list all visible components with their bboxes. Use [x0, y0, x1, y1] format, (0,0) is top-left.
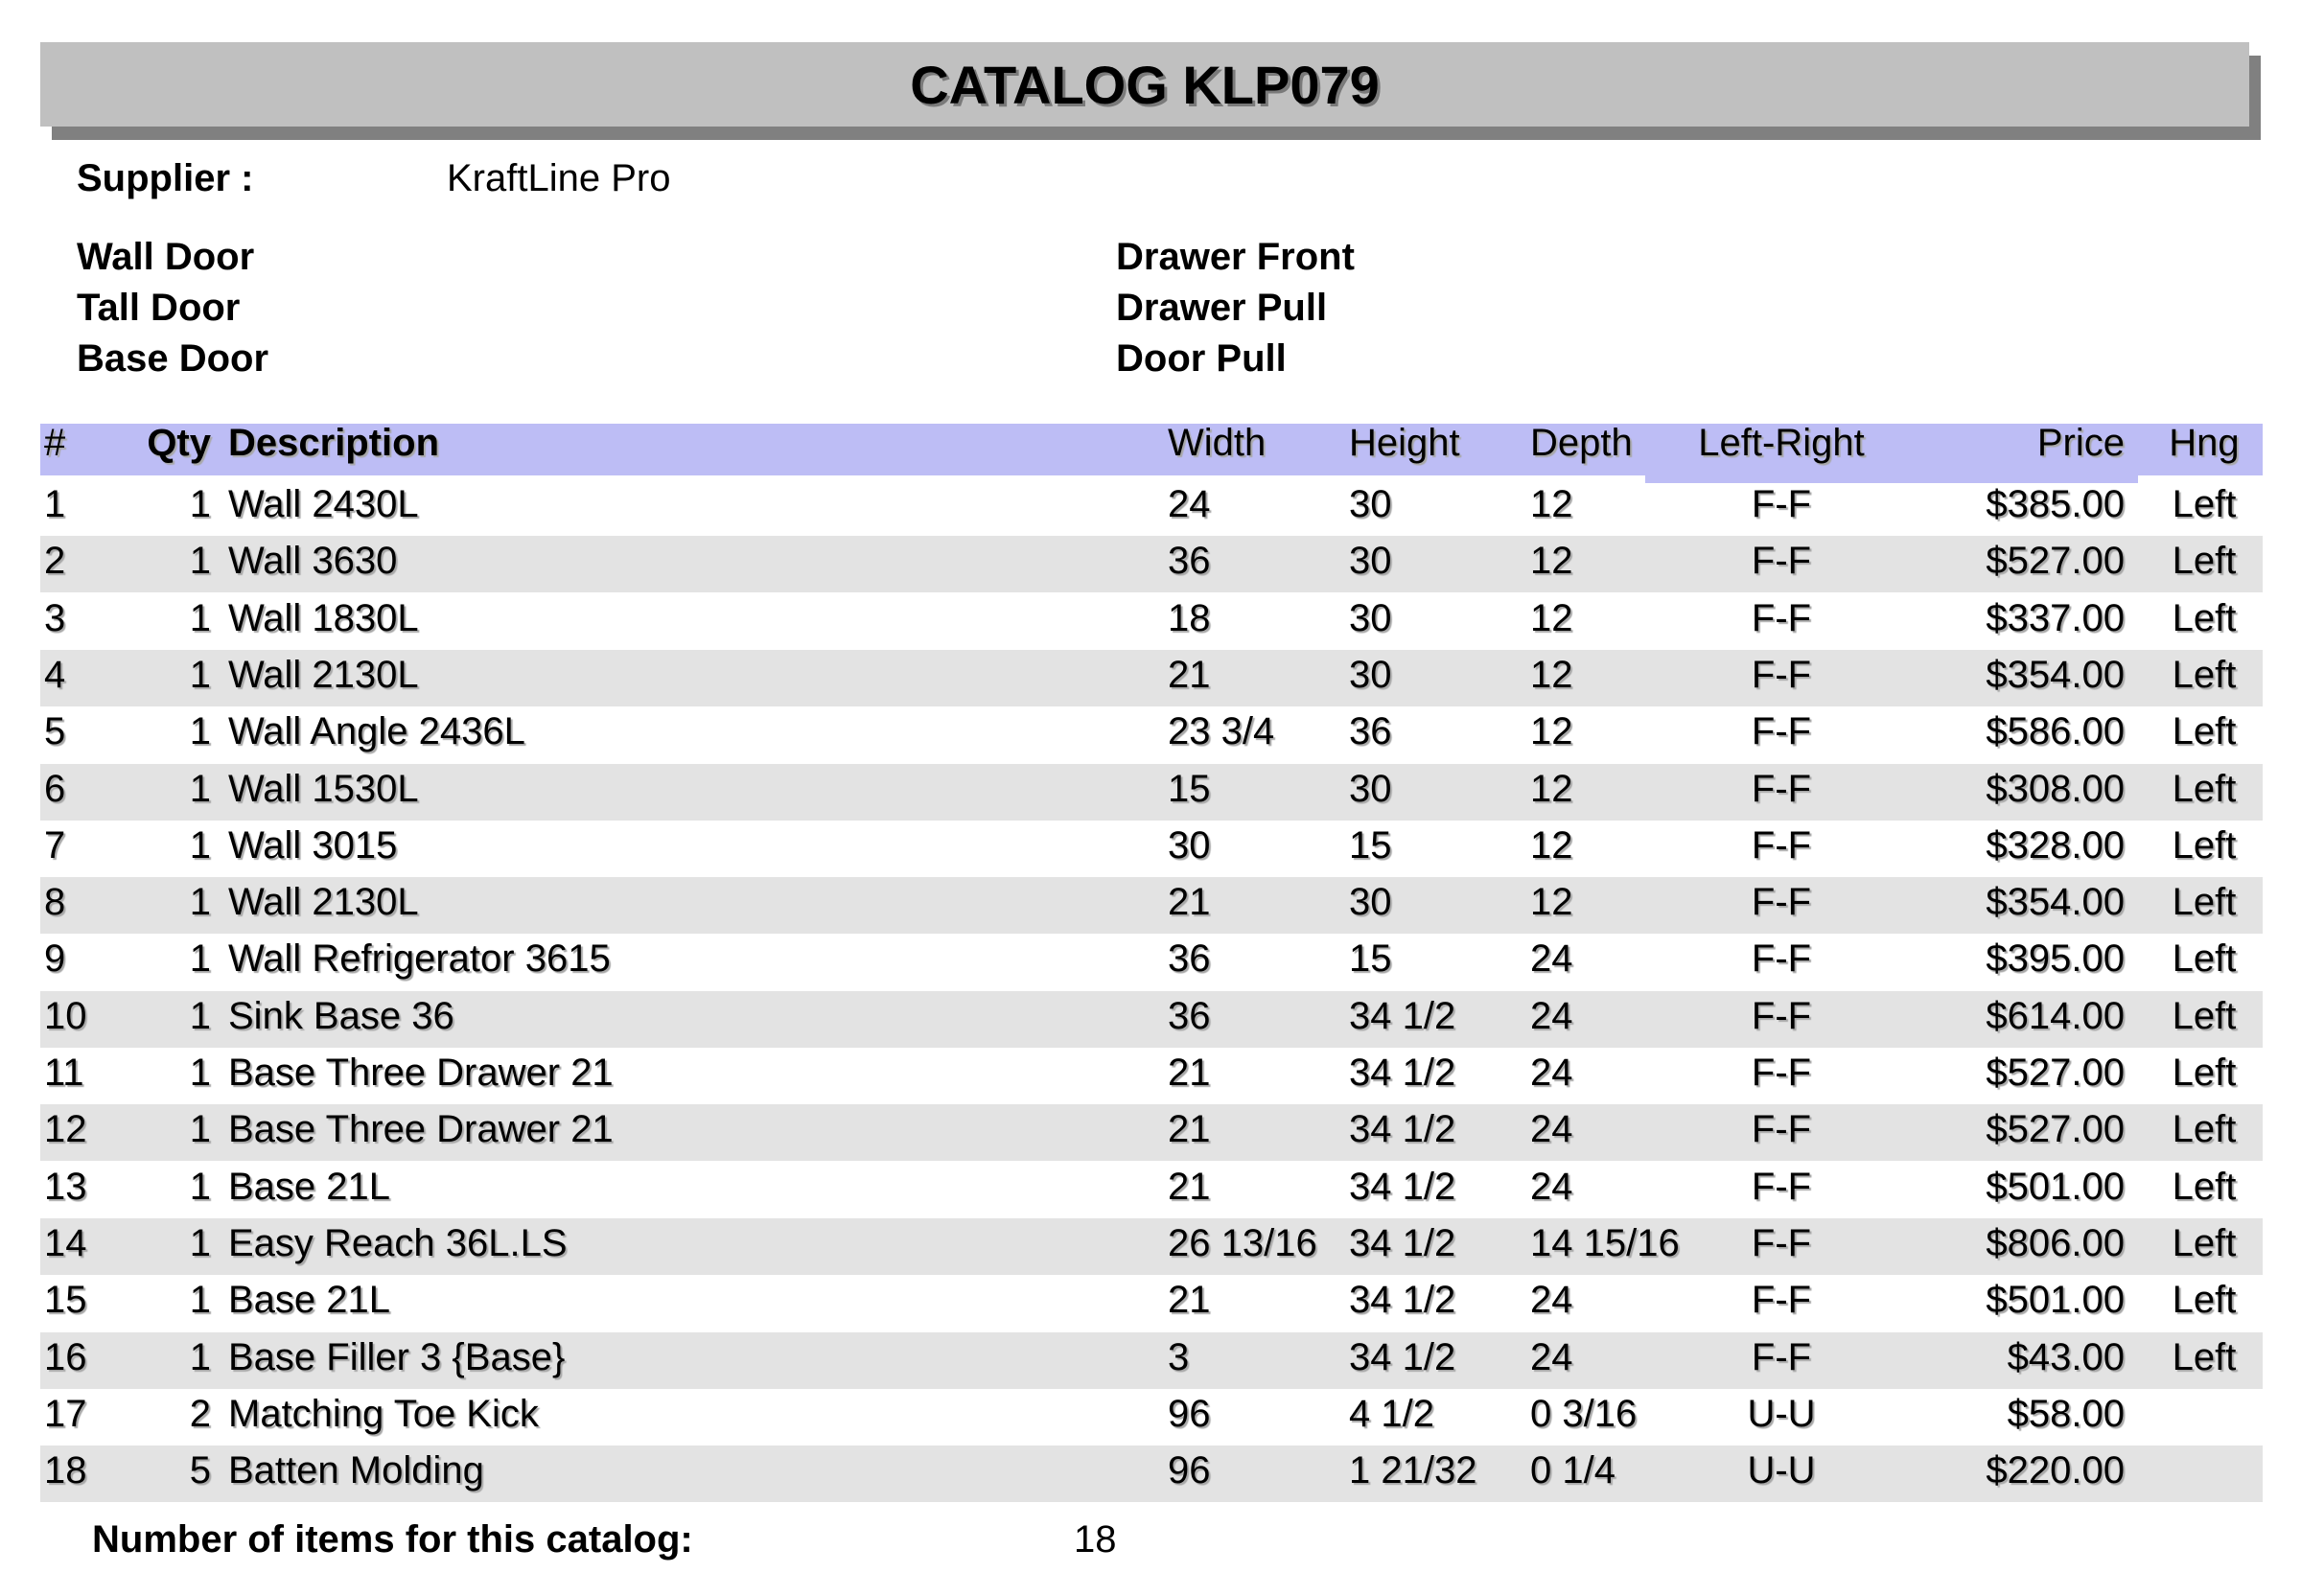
column-header-lr: Left-Right [1698, 422, 1865, 464]
table-cell-price: $354.00 [1986, 881, 2125, 924]
table-cell-lr: F-F [1751, 540, 1812, 583]
table-cell-num: 12 [44, 1108, 87, 1151]
table-cell-desc: Base Three Drawer 21 [228, 1052, 614, 1094]
table-cell-hng: Left [2172, 596, 2237, 639]
table-cell-height: 30 [1349, 653, 1392, 696]
attr-drawer-pull: Drawer Pull [1116, 287, 1328, 329]
table-cell-price: $385.00 [1986, 483, 2125, 525]
table-cell-num: 5 [44, 710, 66, 753]
table-cell-desc: Sink Base 36 [228, 994, 454, 1037]
table-cell-depth: 12 [1530, 823, 1573, 867]
table-cell-desc: Wall Angle 2436L [228, 710, 525, 753]
table-cell-hng: Left [2172, 1108, 2237, 1151]
table-cell-qty: 1 [189, 994, 211, 1037]
supplier-value: KraftLine Pro [447, 157, 671, 199]
table-cell-lr: F-F [1751, 1279, 1812, 1322]
table-cell-num: 14 [44, 1221, 87, 1264]
table-cell-num: 9 [44, 937, 66, 981]
table-cell-width: 36 [1168, 540, 1211, 583]
table-cell-qty: 5 [189, 1449, 211, 1492]
table-cell-width: 21 [1168, 1052, 1211, 1094]
table-cell-depth: 12 [1530, 767, 1573, 810]
table-cell-width: 15 [1168, 767, 1211, 810]
table-cell-width: 23 3/4 [1168, 710, 1275, 753]
table-cell-num: 18 [44, 1449, 87, 1492]
table-cell-hng: Left [2172, 710, 2237, 753]
table-cell-hng: Left [2172, 767, 2237, 810]
table-cell-desc: Base Three Drawer 21 [228, 1108, 614, 1151]
table-cell-height: 36 [1349, 710, 1392, 753]
column-header-num: # [44, 422, 66, 464]
table-cell-qty: 1 [189, 881, 211, 924]
table-cell-lr: U-U [1747, 1449, 1816, 1492]
table-cell-depth: 24 [1530, 937, 1573, 981]
table-cell-lr: F-F [1751, 767, 1812, 810]
table-cell-price: $586.00 [1986, 710, 2125, 753]
supplier-label: Supplier : [77, 157, 254, 199]
table-cell-price: $308.00 [1986, 767, 2125, 810]
table-cell-height: 30 [1349, 596, 1392, 639]
table-cell-depth: 12 [1530, 483, 1573, 525]
table-cell-lr: F-F [1751, 1108, 1812, 1151]
table-cell-desc: Wall 2130L [228, 881, 419, 924]
table-cell-price: $328.00 [1986, 823, 2125, 867]
column-header-width: Width [1168, 422, 1267, 464]
table-cell-height: 15 [1349, 823, 1392, 867]
table-cell-price: $527.00 [1986, 540, 2125, 583]
table-cell-price: $501.00 [1986, 1165, 2125, 1208]
table-cell-desc: Base 21L [228, 1165, 391, 1208]
table-cell-width: 3 [1168, 1335, 1190, 1378]
table-cell-depth: 12 [1530, 653, 1573, 696]
table-cell-lr: F-F [1751, 1052, 1812, 1094]
table-cell-width: 36 [1168, 994, 1211, 1037]
table-cell-desc: Wall 1530L [228, 767, 419, 810]
table-cell-desc: Wall 2430L [228, 483, 419, 525]
table-cell-num: 16 [44, 1335, 87, 1378]
table-cell-height: 34 1/2 [1349, 1165, 1456, 1208]
table-cell-width: 18 [1168, 596, 1211, 639]
table-cell-depth: 24 [1530, 1165, 1573, 1208]
table-cell-desc: Base Filler 3 {Base} [228, 1335, 566, 1378]
table-cell-depth: 24 [1530, 1279, 1573, 1322]
table-cell-height: 34 1/2 [1349, 1108, 1456, 1151]
table-cell-hng: Left [2172, 653, 2237, 696]
table-cell-qty: 1 [189, 1221, 211, 1264]
table-cell-num: 8 [44, 881, 66, 924]
table-cell-num: 13 [44, 1165, 87, 1208]
table-cell-desc: Wall Refrigerator 3615 [228, 937, 611, 981]
table-cell-hng: Left [2172, 1165, 2237, 1208]
table-cell-width: 21 [1168, 1279, 1211, 1322]
table-cell-hng: Left [2172, 1279, 2237, 1322]
table-cell-price: $58.00 [2007, 1392, 2125, 1435]
table-cell-num: 1 [44, 483, 66, 525]
table-cell-height: 4 1/2 [1349, 1392, 1434, 1435]
table-cell-desc: Easy Reach 36L.LS [228, 1221, 568, 1264]
table-cell-width: 96 [1168, 1449, 1211, 1492]
table-cell-qty: 1 [189, 710, 211, 753]
column-header-price: Price [2036, 422, 2125, 464]
column-header-depth: Depth [1530, 422, 1633, 464]
table-cell-desc: Matching Toe Kick [228, 1392, 539, 1435]
table-cell-depth: 24 [1530, 1108, 1573, 1151]
table-cell-lr: F-F [1751, 881, 1812, 924]
table-cell-price: $501.00 [1986, 1279, 2125, 1322]
attr-base-door: Base Door [77, 337, 269, 380]
table-cell-depth: 12 [1530, 596, 1573, 639]
table-cell-desc: Wall 3015 [228, 823, 398, 867]
table-cell-lr: F-F [1751, 1335, 1812, 1378]
table-cell-num: 4 [44, 653, 66, 696]
table-cell-depth: 24 [1530, 1052, 1573, 1094]
table-cell-num: 11 [44, 1052, 84, 1094]
table-cell-hng: Left [2172, 937, 2237, 981]
column-header-qty: Qty [147, 422, 211, 464]
table-cell-width: 24 [1168, 483, 1211, 525]
table-cell-qty: 1 [189, 1052, 211, 1094]
table-cell-height: 30 [1349, 767, 1392, 810]
table-cell-depth: 12 [1530, 540, 1573, 583]
table-cell-hng: Left [2172, 1335, 2237, 1378]
table-cell-qty: 1 [189, 1165, 211, 1208]
table-cell-hng: Left [2172, 881, 2237, 924]
table-cell-height: 34 1/2 [1349, 1052, 1456, 1094]
table-cell-qty: 1 [189, 1108, 211, 1151]
table-cell-hng: Left [2172, 1052, 2237, 1094]
table-cell-width: 21 [1168, 881, 1211, 924]
table-cell-depth: 14 15/16 [1530, 1221, 1680, 1264]
table-cell-width: 21 [1168, 1108, 1211, 1151]
table-cell-qty: 1 [189, 767, 211, 810]
table-cell-lr: F-F [1751, 823, 1812, 867]
table-cell-desc: Wall 2130L [228, 653, 419, 696]
table-cell-num: 6 [44, 767, 66, 810]
table-cell-lr: F-F [1751, 1165, 1812, 1208]
table-cell-depth: 24 [1530, 994, 1573, 1037]
attr-door-pull: Door Pull [1116, 337, 1287, 380]
table-cell-lr: F-F [1751, 994, 1812, 1037]
table-cell-qty: 1 [189, 596, 211, 639]
table-cell-price: $614.00 [1986, 994, 2125, 1037]
table-cell-qty: 1 [189, 1279, 211, 1322]
table-cell-desc: Wall 1830L [228, 596, 419, 639]
table-cell-lr: F-F [1751, 653, 1812, 696]
table-cell-hng: Left [2172, 823, 2237, 867]
table-cell-num: 17 [44, 1392, 87, 1435]
table-cell-hng: Left [2172, 1221, 2237, 1264]
table-cell-num: 15 [44, 1279, 87, 1322]
table-cell-depth: 12 [1530, 710, 1573, 753]
table-cell-width: 26 13/16 [1168, 1221, 1317, 1264]
table-cell-price: $395.00 [1986, 937, 2125, 981]
table-cell-lr: F-F [1751, 483, 1812, 525]
column-header-height: Height [1349, 422, 1460, 464]
table-cell-height: 30 [1349, 881, 1392, 924]
table-header-notch [1645, 475, 2138, 483]
table-cell-price: $354.00 [1986, 653, 2125, 696]
attr-tall-door: Tall Door [77, 287, 241, 329]
column-header-desc: Description [228, 422, 440, 464]
table-cell-qty: 1 [189, 937, 211, 981]
table-cell-price: $43.00 [2007, 1335, 2125, 1378]
page-title: CATALOG KLP079 [910, 54, 1380, 115]
table-cell-desc: Batten Molding [228, 1449, 484, 1492]
table-cell-hng: Left [2172, 483, 2237, 525]
item-count-label: Number of items for this catalog: [92, 1518, 693, 1561]
table-cell-depth: 24 [1530, 1335, 1573, 1378]
title-bar [40, 42, 2249, 127]
table-cell-qty: 1 [189, 653, 211, 696]
table-cell-lr: F-F [1751, 710, 1812, 753]
table-cell-height: 30 [1349, 483, 1392, 525]
table-cell-width: 36 [1168, 937, 1211, 981]
table-cell-height: 34 1/2 [1349, 1279, 1456, 1322]
table-cell-lr: U-U [1747, 1392, 1816, 1435]
table-cell-num: 3 [44, 596, 66, 639]
table-cell-lr: F-F [1751, 937, 1812, 981]
table-cell-qty: 1 [189, 483, 211, 525]
attr-drawer-front: Drawer Front [1116, 236, 1355, 278]
table-cell-price: $806.00 [1986, 1221, 2125, 1264]
table-cell-hng: Left [2172, 540, 2237, 583]
table-cell-qty: 2 [189, 1392, 211, 1435]
table-cell-width: 30 [1168, 823, 1211, 867]
table-cell-lr: F-F [1751, 596, 1812, 639]
table-cell-height: 30 [1349, 540, 1392, 583]
table-cell-price: $527.00 [1986, 1052, 2125, 1094]
table-cell-hng: Left [2172, 994, 2237, 1037]
table-cell-height: 34 1/2 [1349, 1335, 1456, 1378]
table-cell-num: 10 [44, 994, 87, 1037]
table-cell-width: 21 [1168, 1165, 1211, 1208]
table-cell-desc: Wall 3630 [228, 540, 398, 583]
table-cell-width: 96 [1168, 1392, 1211, 1435]
table-cell-qty: 1 [189, 540, 211, 583]
table-cell-width: 21 [1168, 653, 1211, 696]
attr-wall-door: Wall Door [77, 236, 255, 278]
table-cell-height: 15 [1349, 937, 1392, 981]
table-cell-price: $337.00 [1986, 596, 2125, 639]
table-cell-depth: 0 1/4 [1530, 1449, 1615, 1492]
table-cell-height: 34 1/2 [1349, 1221, 1456, 1264]
table-cell-qty: 1 [189, 1335, 211, 1378]
table-cell-num: 7 [44, 823, 66, 867]
column-header-hng: Hng [2169, 422, 2240, 464]
table-cell-qty: 1 [189, 823, 211, 867]
table-cell-price: $527.00 [1986, 1108, 2125, 1151]
table-cell-depth: 12 [1530, 881, 1573, 924]
table-cell-height: 1 21/32 [1349, 1449, 1477, 1492]
table-cell-height: 34 1/2 [1349, 994, 1456, 1037]
table-cell-num: 2 [44, 540, 66, 583]
table-cell-lr: F-F [1751, 1221, 1812, 1264]
table-cell-desc: Base 21L [228, 1279, 391, 1322]
table-cell-depth: 0 3/16 [1530, 1392, 1638, 1435]
table-cell-price: $220.00 [1986, 1449, 2125, 1492]
item-count-value: 18 [1074, 1518, 1117, 1561]
